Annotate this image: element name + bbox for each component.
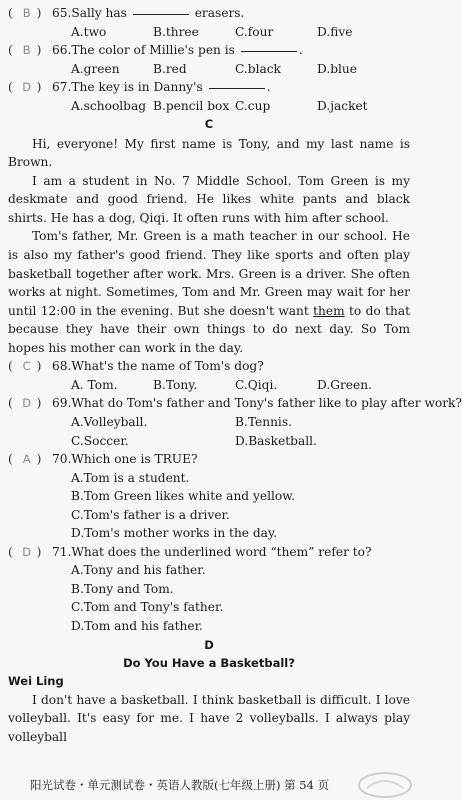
- option-a: A. Tom.: [71, 377, 118, 392]
- option-d: D.Green.: [317, 377, 372, 392]
- passage-c-paragraph-1: Hi, everyone! My first name is Tony, and my last name is Brown.: [8, 136, 410, 170]
- section-c-heading: C: [204, 117, 214, 132]
- option-c: C.Tom's father is a driver.: [71, 507, 230, 522]
- question-71-stem: 71.What does the underlined word “them” refer to?: [52, 544, 372, 559]
- question-66: ( B ) 66.The color of Millie's pen is .: [8, 41, 410, 60]
- option-b: B.three: [153, 24, 199, 39]
- option-d: D.blue: [317, 61, 357, 76]
- page-footer: 阳光试卷・单元测试卷・英语人教版(七年级上册) 第 54 页: [30, 778, 330, 792]
- option-b: B.Tony and Tom.: [71, 581, 174, 596]
- question-65-stem: 65.Sally has: [52, 6, 127, 20]
- question-71: ( D ) 71.What does the underlined word “them” refer to?: [8, 543, 410, 562]
- paren-close: ): [36, 6, 42, 20]
- question-67: ( D ) 67.The key is in Danny's .: [8, 78, 410, 97]
- passage-c-paragraph-3: Tom's father, Mr. Green is a math teacher in our school. He is also my father's good friend. They like sports and often play basketball together after work. Mrs. Green is a driver. She often works at night. Sometimes, Tom and Mr. Green may wait for her until 12:00 in the evening. But she doesn't want them to do that because they have their own things to do next day. So Tom hopes his mother can work in the day.: [8, 229, 410, 355]
- answer-66: B: [22, 43, 31, 58]
- question-68-stem: 68.What's the name of Tom's dog?: [52, 359, 264, 374]
- option-a: A.Volleyball.: [71, 414, 148, 429]
- answer-71: D: [22, 544, 32, 559]
- question-70-stem: 70.Which one is TRUE?: [52, 452, 198, 467]
- answer-blank: [133, 14, 189, 15]
- options-66: [71, 60, 410, 79]
- answer-69: D: [22, 396, 32, 411]
- option-c: C.black: [235, 61, 281, 76]
- underlined-word-them: them: [313, 303, 345, 318]
- options-68: [71, 376, 410, 395]
- option-a: A.Tony and his father.: [71, 563, 206, 578]
- options-69: [71, 413, 410, 450]
- answer-65: B: [22, 6, 31, 20]
- section-d-heading: D: [204, 637, 214, 652]
- option-a: A.Tom is a student.: [71, 470, 190, 485]
- option-d: D.Basketball.: [235, 433, 317, 448]
- question-68: ( C ) 68.What's the name of Tom's dog?: [8, 357, 410, 376]
- option-a: A.schoolbag: [71, 98, 147, 113]
- watermark-stamp-icon: [355, 770, 415, 800]
- answer-blank: [209, 88, 265, 89]
- option-b: B.red: [153, 61, 187, 76]
- option-c: C.Soccer.: [71, 433, 129, 448]
- question-69-stem: 69.What do Tom's father and Tony's father like to play after work?: [52, 396, 462, 411]
- answer-70: A: [22, 452, 31, 467]
- answer-68: C: [22, 359, 31, 374]
- option-d: D.five: [317, 24, 353, 39]
- option-a: A.green: [71, 61, 120, 76]
- passage-d-paragraph-1: I don't have a basketball. I think basketball is difficult. I love volleyball. It's easy for me. I have 2 volleyballs. I always play volleyball: [8, 692, 410, 745]
- option-b: B.Tony.: [153, 377, 198, 392]
- option-d: D.jacket: [317, 98, 368, 113]
- option-d: D.Tom's mother works in the day.: [71, 526, 278, 541]
- question-70: ( A ) 70.Which one is TRUE?: [8, 450, 410, 469]
- option-b: B.Tennis.: [235, 414, 292, 429]
- question-66-stem: 66.The color of Millie's pen is: [52, 43, 235, 58]
- answer-67: D: [22, 80, 32, 95]
- option-c: C.Qiqi.: [235, 377, 278, 392]
- paren-open: (: [8, 6, 13, 20]
- passage-c-paragraph-2: I am a student in No. 7 Middle School. Tom Green is my deskmate and good friend. He likes white pants and black shirts. He has a dog, Qiqi. It often runs with him after school.: [8, 173, 410, 225]
- passage-d-author: Wei Ling: [8, 674, 64, 689]
- answer-blank: [241, 51, 297, 52]
- option-a: A.two: [71, 24, 107, 39]
- option-c: C.Tom and Tony's father.: [71, 600, 224, 615]
- option-b: B.Tom Green likes white and yellow.: [71, 489, 296, 504]
- question-67-stem: 67.The key is in Danny's: [52, 80, 203, 95]
- options-65: [71, 23, 410, 42]
- options-67: [71, 97, 410, 116]
- question-65: ( B ) 65.Sally has erasers.: [8, 4, 410, 23]
- option-b: B.pencil box: [153, 98, 230, 113]
- question-69: ( D ) 69.What do Tom's father and Tony's father like to play after work?: [8, 394, 410, 413]
- option-d: D.Tom and his father.: [71, 618, 203, 633]
- option-c: C.four: [235, 24, 274, 39]
- passage-d-title: Do You Have a Basketball?: [123, 655, 295, 670]
- option-c: C.cup: [235, 98, 271, 113]
- worksheet-page: [8, 4, 462, 747]
